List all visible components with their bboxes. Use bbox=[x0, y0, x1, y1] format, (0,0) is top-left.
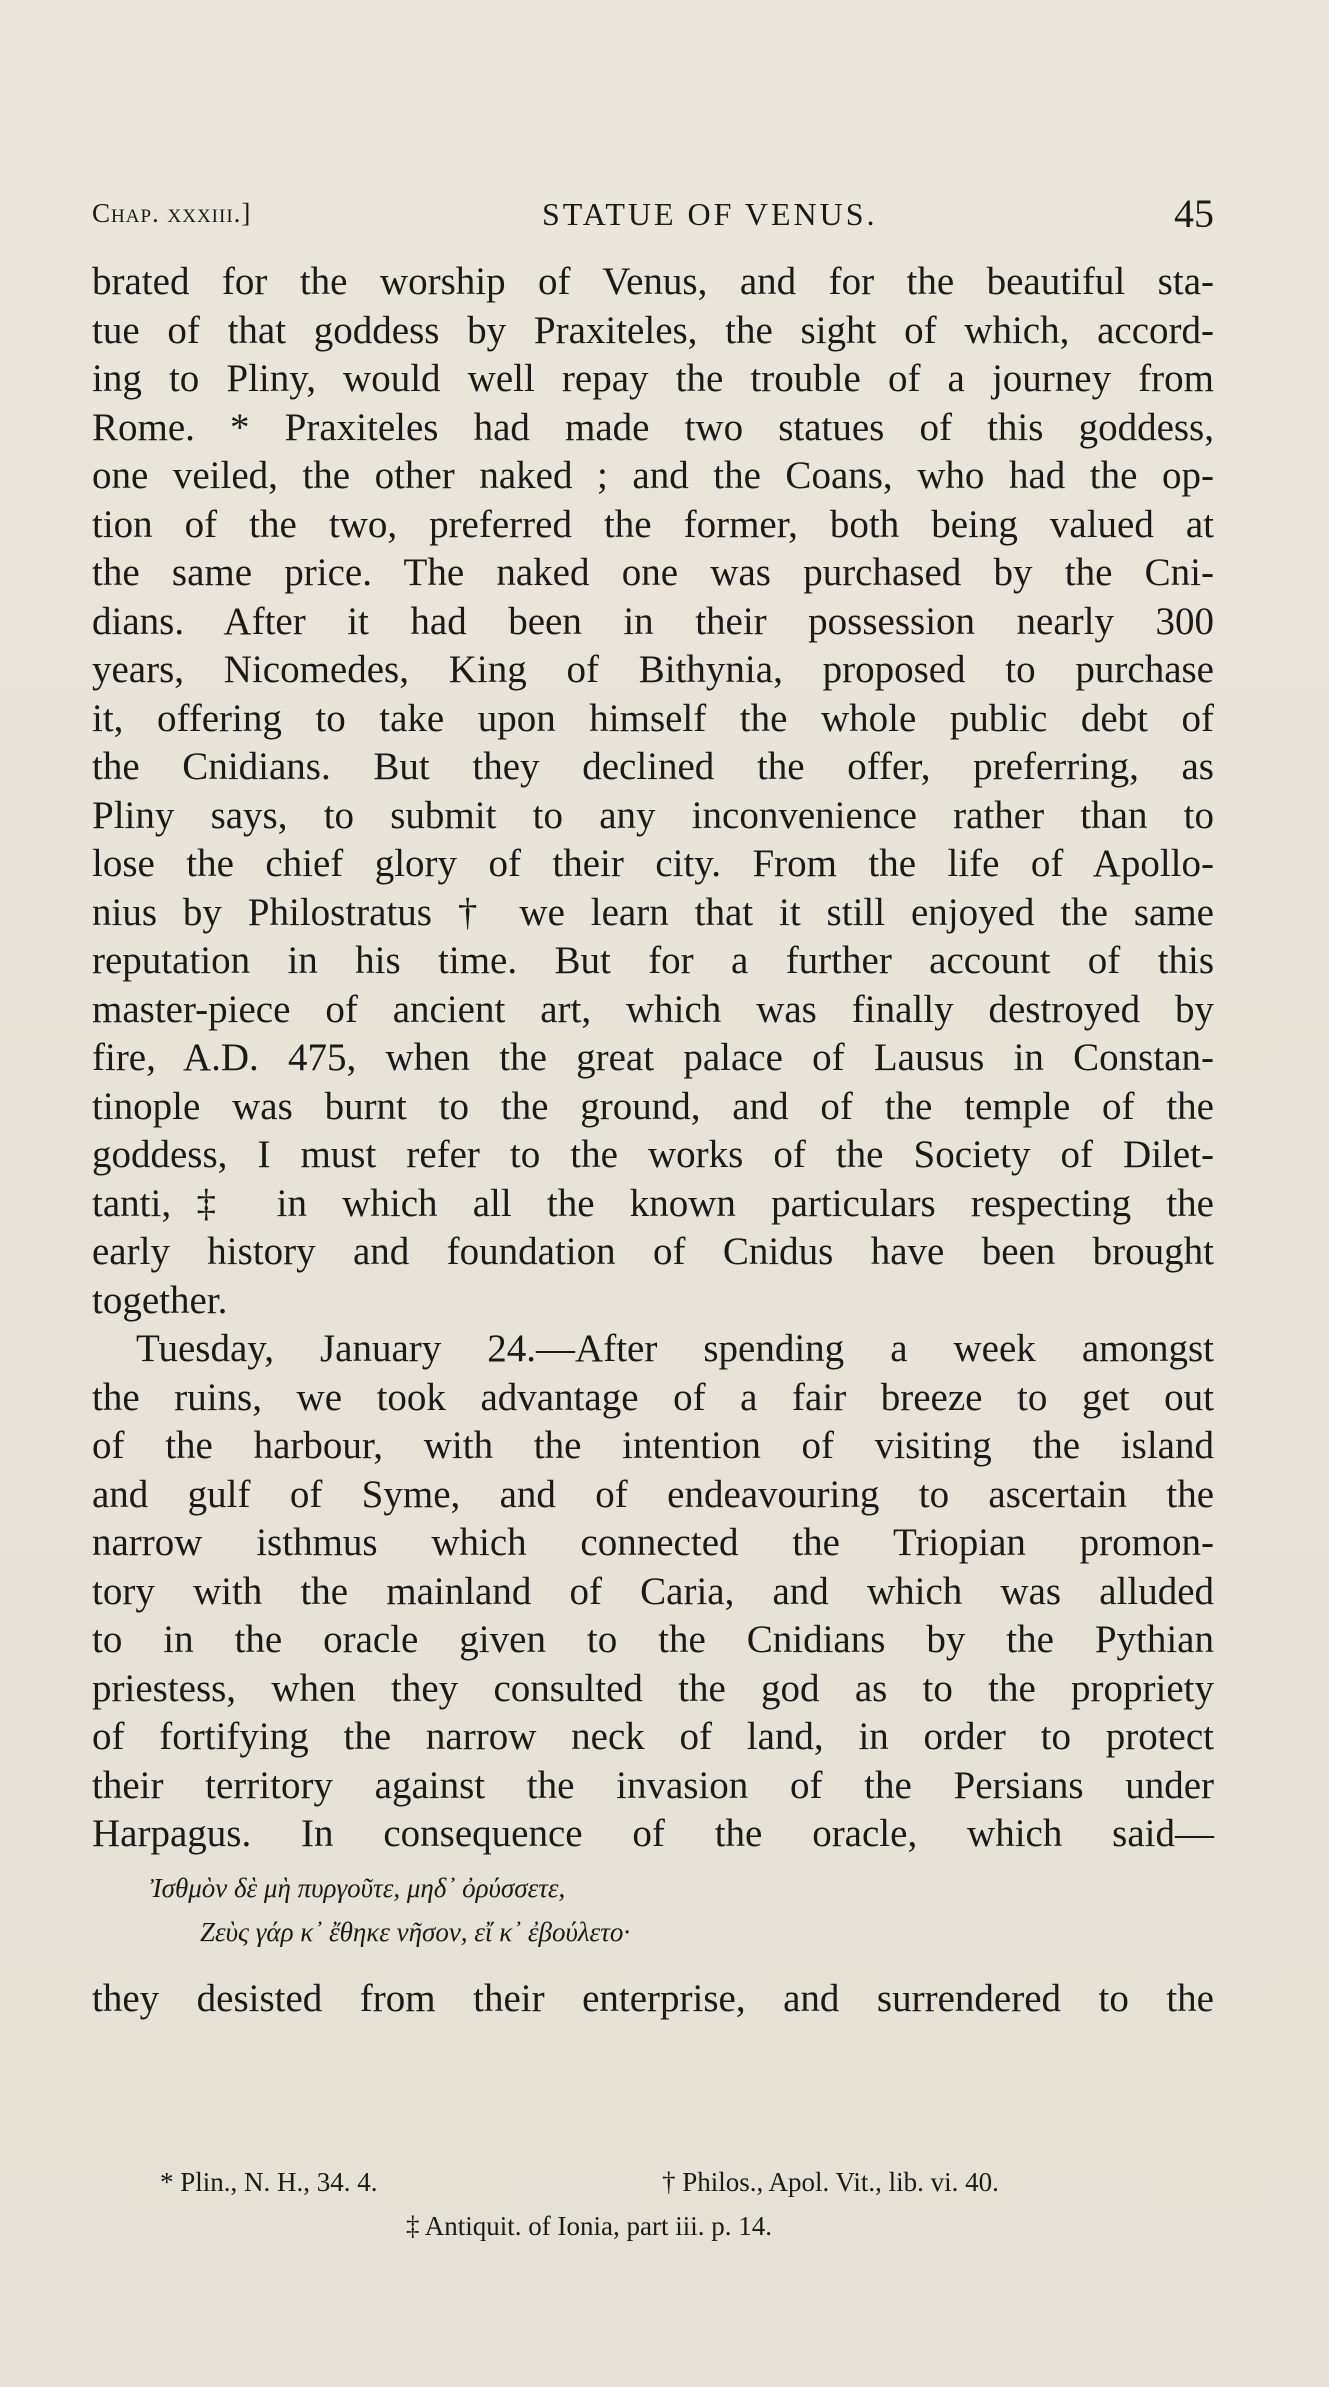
text-line: tue of that goddess by Praxiteles, the sight of which, accord- bbox=[92, 308, 1214, 352]
text-line: narrow isthmus which connected the Triopian promon- bbox=[92, 1521, 1214, 1564]
text-line: one veiled, the other naked ; and the Coans, who had the op- bbox=[92, 454, 1214, 497]
text-line: the Cnidians. But they declined the offer, preferring, as bbox=[92, 745, 1214, 788]
page-title: STATUE OF VENUS. bbox=[542, 196, 878, 232]
text-line: of fortifying the narrow neck of land, in order to protect bbox=[92, 1715, 1214, 1758]
greek-quote-line: Ἰσθμὸν δὲ μὴ πυργοῦτε, μηδ᾽ ὀρύσσετε, bbox=[150, 1873, 566, 1903]
main-text bbox=[92, 258, 1214, 1859]
page-number: 45 bbox=[1174, 191, 1214, 236]
text-line: and gulf of Syme, and of endeavouring to ascertain the bbox=[92, 1472, 1214, 1516]
running-head bbox=[92, 190, 1214, 250]
text-line: years, Nicomedes, King of Bithynia, proposed to purchase bbox=[92, 648, 1214, 691]
text-line: dians. After it had been in their possession nearly 300 bbox=[92, 599, 1214, 643]
text-line: Pliny says, to submit to any inconvenience rather than to bbox=[92, 793, 1214, 837]
footnotes bbox=[92, 2160, 1214, 2248]
text-line: together. bbox=[92, 1278, 228, 1322]
text-line: early history and foundation of Cnidus have been brought bbox=[92, 1230, 1214, 1273]
text-line: their territory against the invasion of the Persians under bbox=[92, 1763, 1214, 1807]
text-line: priestess, when they consulted the god as to the propriety bbox=[92, 1666, 1214, 1710]
text-line: lose the chief glory of their city. From the life of Apollo- bbox=[92, 842, 1214, 885]
text-line: tion of the two, preferred the former, both being valued at bbox=[92, 502, 1214, 546]
greek-quote-line: Ζεὺς γάρ κ᾽ ἔθηκε νῆσον, εἴ κ᾽ ἐβούλετο· bbox=[200, 1917, 631, 1947]
text-line: nius by Philostratus † we learn that it still enjoyed the same bbox=[92, 890, 1214, 934]
chapter-label: Chap. xxxiii.] bbox=[92, 198, 252, 228]
text-line: the same price. The naked one was purchased by the Cni- bbox=[92, 551, 1214, 594]
text-line: Tuesday, January 24.—After spending a week amongst bbox=[136, 1327, 1214, 1370]
text-line: Harpagus. In consequence of the oracle, which said— bbox=[92, 1812, 1214, 1855]
text-line: ing to Pliny, would well repay the trouble of a journey from bbox=[92, 357, 1214, 400]
text-line: master-piece of ancient art, which was finally destroyed by bbox=[92, 987, 1214, 1031]
text-line: to in the oracle given to the Cnidians by the Pythian bbox=[92, 1618, 1214, 1661]
text-line: brated for the worship of Venus, and for the beautiful sta- bbox=[92, 260, 1214, 303]
text-line: the ruins, we took advantage of a fair breeze to get out bbox=[92, 1375, 1214, 1419]
text-line: they desisted from their enterprise, and surrendered to the bbox=[92, 1977, 1214, 2020]
text-line: fire, A.D. 475, when the great palace of Lausus in Constan- bbox=[92, 1036, 1214, 1079]
text-line: tory with the mainland of Caria, and which was alluded bbox=[92, 1569, 1214, 1613]
text-line: of the harbour, with the intention of visiting the island bbox=[92, 1424, 1214, 1467]
text-line: reputation in his time. But for a further account of this bbox=[92, 939, 1214, 982]
footnote: † Philos., Apol. Vit., lib. vi. 40. bbox=[662, 2167, 999, 2197]
footnote: * Plin., N. H., 34. 4. bbox=[160, 2167, 378, 2197]
text-line: tinople was burnt to the ground, and of the temple of the bbox=[92, 1084, 1214, 1128]
text-line: Rome. * Praxiteles had made two statues of this goddess, bbox=[92, 405, 1214, 449]
footnote: ‡ Antiquit. of Ionia, part iii. p. 14. bbox=[406, 2211, 772, 2241]
main-text-continuation bbox=[92, 1975, 1214, 2024]
text-line: goddess, I must refer to the works of the Society of Dilet- bbox=[92, 1133, 1214, 1176]
text-line: tanti,‡ in which all the known particulars respecting the bbox=[92, 1181, 1214, 1225]
text-line: it, offering to take upon himself the whole public debt of bbox=[92, 696, 1214, 740]
